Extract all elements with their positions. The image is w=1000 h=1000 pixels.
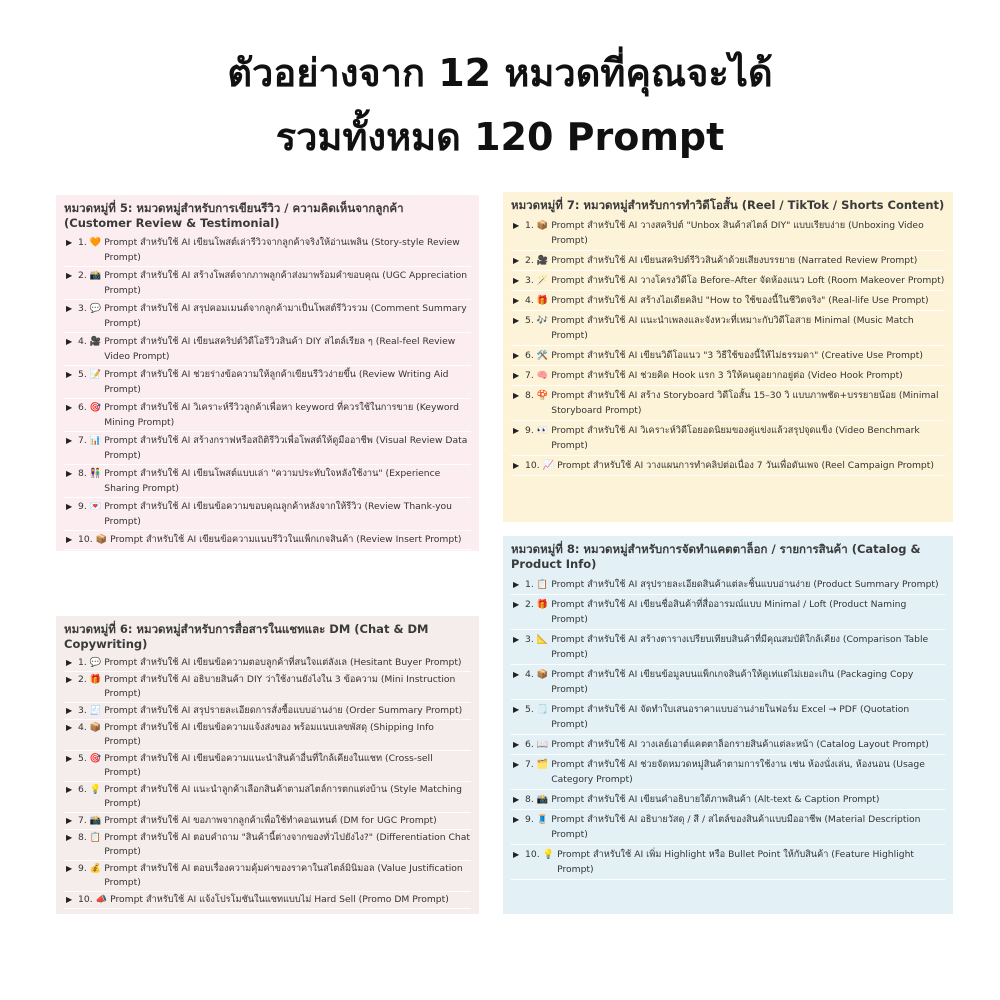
item-number: 1. <box>78 237 87 248</box>
toggle-list-item[interactable] <box>511 346 945 366</box>
toggle-list-item[interactable] <box>511 700 945 735</box>
toggle-triangle-icon[interactable]: ▶ <box>66 403 73 412</box>
item-number: 2. <box>78 674 87 685</box>
toggle-list-item[interactable] <box>511 755 945 790</box>
toggle-list-item[interactable] <box>511 251 945 271</box>
item-number: 4. <box>525 669 534 680</box>
toggle-list-item[interactable] <box>64 813 471 830</box>
item-emoji-icon: 📈 <box>542 460 555 471</box>
toggle-triangle-icon[interactable]: ▶ <box>66 706 73 715</box>
item-text: Prompt สำหรับใช้ AI เพิ่ม Highlight หรือ Bullet Point ให้กับสินค้า (Feature Highlight Prompt) <box>557 849 914 875</box>
toggle-list-item[interactable] <box>511 366 945 386</box>
item-number: 7. <box>525 370 534 381</box>
item-number: 1. <box>525 220 534 231</box>
item-text: Prompt สำหรับใช้ AI สรุปคอมเมนต์จากลูกค้ามาเป็นโพสต์รีวิวรวม (Comment Summary Prompt) <box>104 303 467 329</box>
toggle-list-item[interactable] <box>511 271 945 291</box>
toggle-triangle-icon[interactable]: ▶ <box>513 256 520 265</box>
item-text: Prompt สำหรับใช้ AI แนะนำเพลงและจังหวะที่เหมาะกับวิดีโอสาย Minimal (Music Match Prompt) <box>551 315 914 341</box>
item-text: Prompt สำหรับใช้ AI สร้าง Storyboard วิดีโอสั้น 15–30 วิ แบบภาพชัด+บรรยายน้อย (Minimal Storyboard Prompt) <box>551 390 939 416</box>
toggle-list-item[interactable] <box>64 267 471 300</box>
item-emoji-icon: 📊 <box>89 435 102 446</box>
item-text: Prompt สำหรับใช้ AI ช่วยจัดหมวดหมู่สินค้าตามการใช้งาน เช่น ห้องนั่งเล่น, ห้องนอน (Usage Category Prompt) <box>551 759 925 785</box>
toggle-list-item[interactable] <box>64 720 471 751</box>
item-emoji-icon: 📸 <box>89 815 102 826</box>
item-emoji-icon: 📣 <box>95 894 108 905</box>
toggle-triangle-icon[interactable]: ▶ <box>66 304 73 313</box>
toggle-list-item[interactable] <box>64 498 471 531</box>
toggle-triangle-icon[interactable]: ▶ <box>66 785 73 794</box>
item-text: Prompt สำหรับใช้ AI เขียนข้อความแจ้งส่งของ พร้อมแนบเลขพัสดุ (Shipping Info Prompt) <box>104 722 434 747</box>
toggle-list-item[interactable] <box>64 300 471 333</box>
toggle-triangle-icon[interactable]: ▶ <box>66 238 73 247</box>
item-emoji-icon: 📸 <box>89 270 102 281</box>
toggle-list-item[interactable] <box>511 291 945 311</box>
item-text: Prompt สำหรับใช้ AI เขียนโพสต์แบบเล่า "ความประทับใจหลังใช้งาน" (Experience Sharing Prompt) <box>104 468 441 494</box>
toggle-triangle-icon[interactable]: ▶ <box>513 580 520 589</box>
item-number: 3. <box>525 634 534 645</box>
item-text: Prompt สำหรับใช้ AI ขอภาพจากลูกค้าเพื่อใช้ทำคอนเทนต์ (DM for UGC Prompt) <box>104 815 437 826</box>
item-emoji-icon: 🧠 <box>536 370 549 381</box>
item-number: 6. <box>78 784 87 795</box>
item-text: Prompt สำหรับใช้ AI วิเคราะห์รีวิวลูกค้าเพื่อหา keyword ที่ควรใช้ในการขาย (Keyword Mining Prompt) <box>104 402 459 428</box>
item-number: 3. <box>78 705 87 716</box>
item-text: Prompt สำหรับใช้ AI สรุปรายละเอียดสินค้าแต่ละชิ้นแบบอ่านง่าย (Product Summary Prompt) <box>551 579 939 590</box>
toggle-list-item[interactable] <box>64 892 471 909</box>
toggle-list-item[interactable] <box>511 735 945 755</box>
item-text: Prompt สำหรับใช้ AI เขียนข้อความแนบรีวิวในแพ็กเกจสินค้า (Review Insert Prompt) <box>110 534 462 545</box>
item-emoji-icon: 🧡 <box>89 237 102 248</box>
item-emoji-icon: 🗒️ <box>536 704 549 715</box>
item-emoji-icon: 🎶 <box>536 315 549 326</box>
toggle-triangle-icon[interactable]: ▶ <box>513 461 520 470</box>
toggle-triangle-icon[interactable]: ▶ <box>66 895 73 904</box>
item-text: Prompt สำหรับใช้ AI สร้างกราฟหรือสถิติรีวิวเพื่อโพสต์ให้ดูมืออาชีพ (Visual Review Data Prompt) <box>104 435 468 461</box>
item-text: Prompt สำหรับใช้ AI วางแผนการทำคลิปต่อเนื่อง 7 วันเพื่อดันเพจ (Reel Campaign Prompt) <box>557 460 934 471</box>
item-number: 4. <box>78 336 87 347</box>
toggle-triangle-icon[interactable]: ▶ <box>66 469 73 478</box>
item-text: Prompt สำหรับใช้ AI จัดทำใบเสนอราคาแบบอ่านง่ายในฟอร์ม Excel → PDF (Quotation Prompt) <box>551 704 910 730</box>
toggle-list-item[interactable] <box>64 751 471 782</box>
item-number: 6. <box>525 739 534 750</box>
item-emoji-icon: 💰 <box>89 863 102 874</box>
item-text: Prompt สำหรับใช้ AI เขียนโพสต์เล่ารีวิวจากลูกค้าจริงให้อ่านเพลิน (Story-style Review Prompt) <box>104 237 460 263</box>
item-number: 9. <box>78 501 87 512</box>
item-text: Prompt สำหรับใช้ AI แจ้งโปรโมชันในแชทแบบไม่ Hard Sell (Promo DM Prompt) <box>110 894 449 905</box>
item-number: 6. <box>78 402 87 413</box>
toggle-list-item[interactable] <box>511 630 945 665</box>
toggle-list-item[interactable] <box>64 234 471 267</box>
toggle-triangle-icon[interactable]: ▶ <box>66 658 73 667</box>
item-emoji-icon: 📋 <box>89 832 102 843</box>
item-text: Prompt สำหรับใช้ AI วางเลย์เอาต์แคตตาล็อกรายสินค้าแต่ละหน้า (Catalog Layout Prompt) <box>551 739 929 750</box>
item-number: 8. <box>525 390 534 401</box>
item-text: Prompt สำหรับใช้ AI อธิบายวัสดุ / สี / สไตล์ของสินค้าแบบมืออาชีพ (Material Description Prompt) <box>551 814 921 840</box>
item-text: Prompt สำหรับใช้ AI เขียนข้อความตอบลูกค้าที่สนใจแต่ลังเล (Hesitant Buyer Prompt) <box>104 657 462 668</box>
item-emoji-icon: 👀 <box>536 425 549 436</box>
toggle-triangle-icon[interactable]: ▶ <box>66 436 73 445</box>
toggle-triangle-icon[interactable]: ▶ <box>513 371 520 380</box>
toggle-list-item[interactable] <box>511 421 945 456</box>
toggle-triangle-icon[interactable]: ▶ <box>513 426 520 435</box>
toggle-triangle-icon[interactable]: ▶ <box>513 316 520 325</box>
item-emoji-icon: 🎁 <box>536 295 549 306</box>
item-text: Prompt สำหรับใช้ AI ช่วยคิด Hook แรก 3 วิให้คนดูอยากอยู่ต่อ (Video Hook Prompt) <box>551 370 903 381</box>
toggle-list-item[interactable] <box>511 386 945 421</box>
item-emoji-icon: 💡 <box>89 784 102 795</box>
item-text: Prompt สำหรับใช้ AI อธิบายสินค้า DIY ว่าใช้งานยังไงใน 3 ข้อความ (Mini Instruction Prompt) <box>104 674 456 699</box>
item-number: 4. <box>525 295 534 306</box>
item-emoji-icon: 📐 <box>536 634 549 645</box>
category-title: หมวดหมู่ที่ 6: หมวดหมู่สำหรับการสื่อสารในแชทและ DM (Chat & DM Copywriting) <box>64 622 429 651</box>
item-text: Prompt สำหรับใช้ AI เขียนข้อความแนะนำสินค้าอื่นที่ใกล้เคียงในแชท (Cross-sell Prompt) <box>104 753 433 778</box>
toggle-triangle-icon[interactable]: ▶ <box>513 705 520 714</box>
item-emoji-icon: 🎥 <box>89 336 102 347</box>
item-number: 7. <box>525 759 534 770</box>
item-number: 10. <box>525 849 540 860</box>
item-text: Prompt สำหรับใช้ AI สร้างไอเดียคลิป "How to ใช้ของนี้ในชีวิตจริง" (Real-life Use Prompt) <box>551 295 929 306</box>
item-text: Prompt สำหรับใช้ AI สร้างตารางเปรียบเทียบสินค้าที่มีคุณสมบัติใกล้เคียง (Comparison Table Prompt) <box>551 634 929 660</box>
toggle-list-item[interactable] <box>511 665 945 700</box>
toggle-triangle-icon[interactable]: ▶ <box>513 391 520 400</box>
item-text: Prompt สำหรับใช้ AI เขียนคำอธิบายใต้ภาพสินค้า (Alt-text & Caption Prompt) <box>551 794 880 805</box>
toggle-list-item[interactable] <box>64 861 471 892</box>
headline-line-2: รวมทั้งหมด 120 Prompt <box>275 115 725 159</box>
item-emoji-icon: 💬 <box>89 657 102 668</box>
item-text: Prompt สำหรับใช้ AI เขียนชื่อสินค้าที่สื่ออารมณ์แบบ Minimal / Loft (Product Naming Prompt) <box>551 599 907 625</box>
item-number: 9. <box>525 814 534 825</box>
toggle-triangle-icon[interactable]: ▶ <box>66 754 73 763</box>
item-number: 8. <box>78 468 87 479</box>
item-emoji-icon: 👫 <box>89 468 102 479</box>
item-emoji-icon: 🎥 <box>536 255 549 266</box>
item-emoji-icon: 🍄 <box>536 390 549 401</box>
item-number: 4. <box>78 722 87 733</box>
item-text: Prompt สำหรับใช้ AI วางสคริปต์ "Unbox สินค้าสไตล์ DIY" แบบเรียบง่าย (Unboxing Video Prompt) <box>551 220 924 246</box>
toggle-list-item[interactable] <box>64 655 471 672</box>
item-emoji-icon: 🎁 <box>89 674 102 685</box>
toggle-list-item[interactable] <box>511 311 945 346</box>
item-number: 5. <box>78 369 87 380</box>
item-number: 5. <box>78 753 87 764</box>
toggle-list-item[interactable] <box>64 432 471 465</box>
toggle-list-item[interactable] <box>511 216 945 251</box>
item-number: 5. <box>525 315 534 326</box>
item-text: Prompt สำหรับใช้ AI ช่วยร่างข้อความให้ลูกค้าเขียนรีวิวง่ายขึ้น (Review Writing Aid Prompt) <box>104 369 449 395</box>
toggle-list-item[interactable] <box>64 465 471 498</box>
item-text: Prompt สำหรับใช้ AI สรุปรายละเอียดการสั่งซื้อแบบอ่านง่าย (Order Summary Prompt) <box>104 705 463 716</box>
toggle-triangle-icon[interactable]: ▶ <box>66 864 73 873</box>
item-number: 2. <box>78 270 87 281</box>
item-number: 3. <box>78 303 87 314</box>
item-number: 2. <box>525 599 534 610</box>
category-card-6 <box>56 616 479 914</box>
item-text: Prompt สำหรับใช้ AI เขียนสคริปต์วิดีโอรีวิวสินค้า DIY สไตล์เรียล ๆ (Real-feel Review Video Prompt) <box>104 336 456 362</box>
item-emoji-icon: 🧾 <box>89 705 102 716</box>
item-emoji-icon: 🎯 <box>89 402 102 413</box>
item-emoji-icon: 📖 <box>536 739 549 750</box>
toggle-triangle-icon[interactable]: ▶ <box>66 502 73 511</box>
headline-line-1: ตัวอย่างจาก 12 หมวดที่คุณจะได้ <box>227 51 773 95</box>
prompt-list <box>511 216 945 476</box>
toggle-triangle-icon[interactable]: ▶ <box>513 795 520 804</box>
item-emoji-icon: 📦 <box>95 534 108 545</box>
item-emoji-icon: 🎯 <box>89 753 102 764</box>
toggle-list-item[interactable] <box>511 575 945 595</box>
toggle-list-item[interactable] <box>511 456 945 476</box>
toggle-list-item[interactable] <box>64 782 471 813</box>
item-text: Prompt สำหรับใช้ AI เขียนสคริปต์รีวิวสินค้าด้วยเสียงบรรยาย (Narrated Review Prompt) <box>551 255 918 266</box>
item-number: 10. <box>525 460 540 471</box>
toggle-triangle-icon[interactable]: ▶ <box>513 740 520 749</box>
toggle-triangle-icon[interactable]: ▶ <box>66 816 73 825</box>
item-text: Prompt สำหรับใช้ AI ตอบคำถาม "สินค้านี้ต่างจากของทั่วไปยังไง?" (Differentiation Chat Prompt) <box>104 832 470 857</box>
item-text: Prompt สำหรับใช้ AI เขียนวิดีโอแนว "3 วิธีใช้ของนี้ให้ไม่ธรรมดา" (Creative Use Prompt) <box>551 350 923 361</box>
toggle-triangle-icon[interactable]: ▶ <box>66 723 73 732</box>
toggle-list-item[interactable] <box>64 672 471 703</box>
item-emoji-icon: 💌 <box>89 501 102 512</box>
toggle-list-item[interactable] <box>64 531 471 550</box>
toggle-list-item[interactable] <box>511 810 945 845</box>
toggle-triangle-icon[interactable]: ▶ <box>513 221 520 230</box>
prompt-list <box>64 234 471 550</box>
item-number: 6. <box>525 350 534 361</box>
toggle-triangle-icon[interactable]: ▶ <box>66 337 73 346</box>
item-number: 8. <box>78 832 87 843</box>
item-emoji-icon: 💡 <box>542 849 555 860</box>
item-number: 5. <box>525 704 534 715</box>
item-text: Prompt สำหรับใช้ AI วางโครงวิดีโอ Before–After จัดห้องแนว Loft (Room Makeover Prompt) <box>551 275 945 286</box>
item-number: 2. <box>525 255 534 266</box>
item-emoji-icon: 🪄 <box>536 275 549 286</box>
item-number: 9. <box>525 425 534 436</box>
item-number: 9. <box>78 863 87 874</box>
item-text: Prompt สำหรับใช้ AI เขียนข้อมูลบนแพ็กเกจสินค้าให้ดูเท่แต่ไม่เยอะเกิน (Packaging Copy Prompt) <box>551 669 914 695</box>
item-emoji-icon: 📦 <box>536 220 549 231</box>
toggle-list-item[interactable] <box>511 790 945 810</box>
item-text: Prompt สำหรับใช้ AI สร้างโพสต์จากภาพลูกค้าส่งมาพร้อมคำขอบคุณ (UGC Appreciation Prompt) <box>104 270 468 296</box>
toggle-triangle-icon[interactable]: ▶ <box>66 370 73 379</box>
item-emoji-icon: 🧵 <box>536 814 549 825</box>
item-number: 7. <box>78 815 87 826</box>
toggle-triangle-icon[interactable]: ▶ <box>513 670 520 679</box>
category-card-8 <box>503 536 953 914</box>
toggle-triangle-icon[interactable]: ▶ <box>513 351 520 360</box>
toggle-triangle-icon[interactable]: ▶ <box>513 276 520 285</box>
item-number: 10. <box>78 894 93 905</box>
item-text: Prompt สำหรับใช้ AI เขียนข้อความขอบคุณลูกค้าหลังจากให้รีวิว (Review Thank-you Prompt) <box>104 501 452 527</box>
toggle-triangle-icon[interactable]: ▶ <box>66 271 73 280</box>
category-title: หมวดหมู่ที่ 5: หมวดหมู่สำหรับการเขียนรีวิว / ความคิดเห็นจากลูกค้า (Customer Review & Testimonial) <box>64 201 404 230</box>
item-emoji-icon: 🛠️ <box>536 350 549 361</box>
toggle-list-item[interactable] <box>64 703 471 720</box>
toggle-triangle-icon[interactable]: ▶ <box>513 850 520 859</box>
item-text: Prompt สำหรับใช้ AI วิเคราะห์วิดีโอยอดนิยมของคู่แข่งแล้วสรุปจุดแข็ง (Video Benchmark Prompt) <box>551 425 920 451</box>
item-emoji-icon: 📦 <box>536 669 549 680</box>
toggle-triangle-icon[interactable]: ▶ <box>66 535 73 544</box>
toggle-list-item[interactable] <box>511 595 945 630</box>
category-card-5 <box>56 195 479 551</box>
toggle-triangle-icon[interactable]: ▶ <box>66 833 73 842</box>
toggle-list-item[interactable] <box>511 845 945 880</box>
item-text: Prompt สำหรับใช้ AI แนะนำลูกค้าเลือกสินค้าตามสไตล์การตกแต่งบ้าน (Style Matching Prompt) <box>104 784 462 809</box>
item-emoji-icon: 📸 <box>536 794 549 805</box>
prompt-list <box>64 655 471 909</box>
toggle-triangle-icon[interactable]: ▶ <box>513 296 520 305</box>
toggle-list-item[interactable] <box>64 830 471 861</box>
toggle-triangle-icon[interactable]: ▶ <box>513 760 520 769</box>
category-title: หมวดหมู่ที่ 7: หมวดหมู่สำหรับการทำวิดีโอสั้น (Reel / TikTok / Shorts Content) <box>511 198 945 212</box>
toggle-list-item[interactable] <box>64 366 471 399</box>
item-emoji-icon: 📝 <box>89 369 102 380</box>
item-text: Prompt สำหรับใช้ AI ตอบเรื่องความคุ้มค่าของราคาในสไตล์มินิมอล (Value Justification Prompt) <box>104 863 463 888</box>
toggle-list-item[interactable] <box>64 333 471 366</box>
item-number: 1. <box>525 579 534 590</box>
prompt-list <box>511 575 945 880</box>
item-emoji-icon: 📋 <box>536 579 549 590</box>
item-number: 8. <box>525 794 534 805</box>
item-number: 1. <box>78 657 87 668</box>
category-title: หมวดหมู่ที่ 8: หมวดหมู่สำหรับการจัดทำแคตตาล็อก / รายการสินค้า (Catalog & Product Info) <box>511 542 921 571</box>
item-number: 10. <box>78 534 93 545</box>
category-card-7 <box>503 192 953 522</box>
toggle-triangle-icon[interactable]: ▶ <box>66 675 73 684</box>
toggle-list-item[interactable] <box>64 399 471 432</box>
item-emoji-icon: 📦 <box>89 722 102 733</box>
toggle-triangle-icon[interactable]: ▶ <box>513 600 520 609</box>
item-number: 7. <box>78 435 87 446</box>
item-emoji-icon: 🎁 <box>536 599 549 610</box>
item-emoji-icon: 💬 <box>89 303 102 314</box>
toggle-triangle-icon[interactable]: ▶ <box>513 815 520 824</box>
toggle-triangle-icon[interactable]: ▶ <box>513 635 520 644</box>
item-emoji-icon: 🗂️ <box>536 759 549 770</box>
item-number: 3. <box>525 275 534 286</box>
